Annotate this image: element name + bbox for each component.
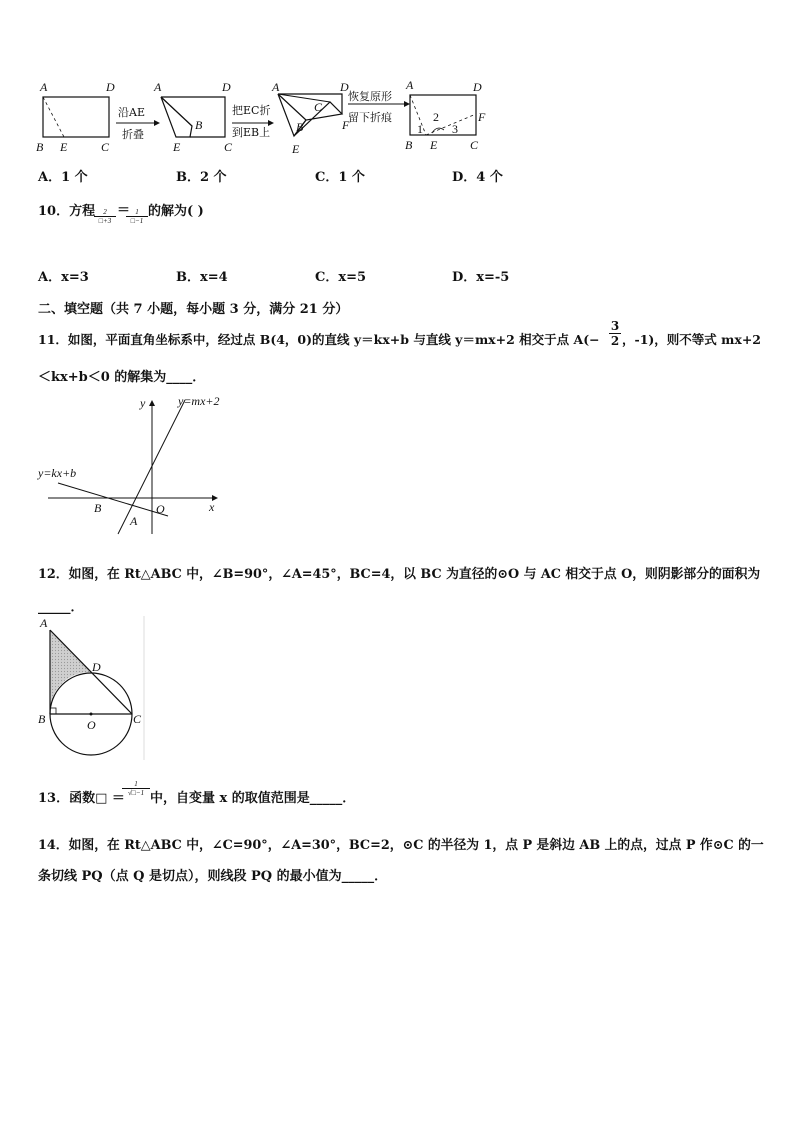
q9-option-b: B．2 个 — [176, 170, 227, 185]
q14-line2: 条切线 PQ（点 Q 是切点），则线段 PQ 的最小值为_____． — [38, 869, 388, 884]
step3-label-bottom: 留下折痕 — [348, 111, 392, 124]
label-c-1: C — [101, 140, 110, 154]
label-e-1: E — [60, 140, 68, 154]
angle-3-label: 3 — [452, 122, 458, 136]
q11-line1-prefix: 11．如图，平面直角坐标系中，经过点 B(4，0)的直线 y＝kx+b 与直线 y＝mx+2 相交于点 A(− — [38, 332, 600, 347]
step2-label-top: 把EC折 — [232, 104, 271, 117]
q10-fraction-2 — [126, 208, 148, 225]
label-c-4: C — [470, 138, 479, 152]
label-b-4: B — [405, 138, 413, 152]
q10-option-d: D．x=-5 — [452, 270, 510, 285]
arrow-1-head — [154, 120, 160, 126]
label-a-4: A — [406, 78, 414, 92]
q12-figure — [36, 616, 148, 760]
rect-2 — [161, 97, 225, 137]
q13-suffix: 中，自变量 x 的取值范围是_____． — [150, 791, 356, 806]
q13-frac-den: √□−1 — [122, 788, 150, 797]
y-axis-arrow — [149, 400, 155, 406]
q10-prefix: 10．方程 — [38, 204, 96, 219]
shaded-region — [50, 630, 92, 714]
q11-frac-num: 3 — [610, 319, 620, 333]
label-a-1: A — [40, 80, 48, 94]
label-d-2: D — [222, 80, 231, 94]
label-a-3: A — [272, 80, 280, 94]
q10-equals: ＝ — [117, 203, 131, 218]
q12-b-label: B — [38, 712, 46, 726]
q12-c-label: C — [133, 712, 142, 726]
q10-option-b: B．x=4 — [176, 270, 228, 285]
q11-fraction — [609, 319, 621, 348]
q12-a-label: A — [40, 616, 48, 630]
label-f-3: F — [342, 118, 350, 132]
q9-option-a: A．1 个 — [38, 170, 88, 185]
label-b-2: B — [195, 118, 203, 132]
label-e-2: E — [173, 140, 181, 154]
graph-a-label: A — [130, 514, 138, 528]
graph-o-label: O — [156, 502, 165, 516]
q12-o-label: O — [87, 718, 96, 732]
q14-line1: 14．如图，在 Rt△ABC 中，∠C=90°，∠A=30°，BC=2，⊙C 的半径为 1，点 P 是斜边 AB 上的点，过点 P 作⊙C 的一 — [38, 838, 764, 853]
rect-1 — [43, 97, 109, 137]
q10-frac1-num: 2 — [103, 208, 107, 216]
label-b-1: B — [36, 140, 44, 154]
q11-line2: ＜kx+b＜0 的解集为____． — [38, 370, 206, 385]
angle-2-label: 2 — [433, 110, 439, 124]
q9-option-c: C．1 个 — [315, 170, 365, 185]
label-e-3: E — [292, 142, 300, 156]
graph-x-label: x — [209, 500, 215, 514]
q13-fraction — [122, 780, 150, 797]
label-b-3: B — [296, 120, 304, 134]
graph-line2-label: y=kx+b — [38, 466, 77, 480]
q10-suffix: 的解为( ) — [148, 204, 204, 219]
step2-label-bottom: 到EB上 — [232, 126, 271, 139]
graph-y-label: y — [140, 396, 146, 410]
q10-frac2-den: □−1 — [126, 216, 148, 225]
folded-triangle-2 — [161, 97, 192, 137]
graph-b-label: B — [94, 501, 102, 515]
fold-line-ae-1 — [43, 97, 64, 137]
label-d-4: D — [473, 80, 482, 94]
angle-arc — [432, 128, 444, 133]
q11-line1-suffix: ，-1)，则不等式 mx+2 — [622, 332, 762, 347]
step3-label-top: 恢复原形 — [348, 90, 392, 103]
q10-frac2-num: 1 — [135, 208, 139, 216]
label-d-1: D — [106, 80, 115, 94]
angle-1-label: 1 — [417, 122, 423, 136]
graph-line1-label: y=mx+2 — [178, 394, 220, 408]
fold-ae-2 — [161, 97, 192, 126]
q9-option-d: D．4 个 — [452, 170, 503, 185]
label-c-3: C — [314, 100, 323, 114]
arrow-3-head — [404, 101, 410, 107]
label-e-4: E — [430, 138, 438, 152]
label-a-2: A — [154, 80, 162, 94]
label-f-4: F — [478, 110, 486, 124]
q12-figure-svg — [36, 616, 148, 760]
q10-option-a: A．x=3 — [38, 270, 89, 285]
label-c-2: C — [224, 140, 233, 154]
step1-label-bottom: 折叠 — [122, 128, 144, 141]
q11-frac-den: 2 — [610, 334, 620, 348]
q11-graph — [36, 392, 236, 542]
label-d-3: D — [340, 80, 349, 94]
q12-d-label: D — [92, 660, 101, 674]
section2-title: 二、填空题（共 7 小题，每小题 3 分，满分 21 分） — [38, 302, 349, 317]
fold-figure — [30, 78, 500, 158]
center-o — [90, 713, 93, 716]
q12-line1: 12．如图，在 Rt△ABC 中，∠B=90°，∠A=45°，BC=4，以 BC 为直径的⊙O 与 AC 相交于点 O，则阴影部分的面积为 — [38, 567, 761, 582]
step1-label-top: 沿AE — [118, 106, 145, 119]
q10-fraction-1 — [94, 208, 116, 225]
q13-prefix: 13．函数□ ＝ — [38, 791, 125, 806]
q10-option-c: C．x=5 — [315, 270, 367, 285]
q12-line2: _____． — [38, 600, 84, 615]
q10-frac1-den: □+3 — [94, 216, 116, 225]
q13-frac-num: 1 — [134, 780, 138, 788]
